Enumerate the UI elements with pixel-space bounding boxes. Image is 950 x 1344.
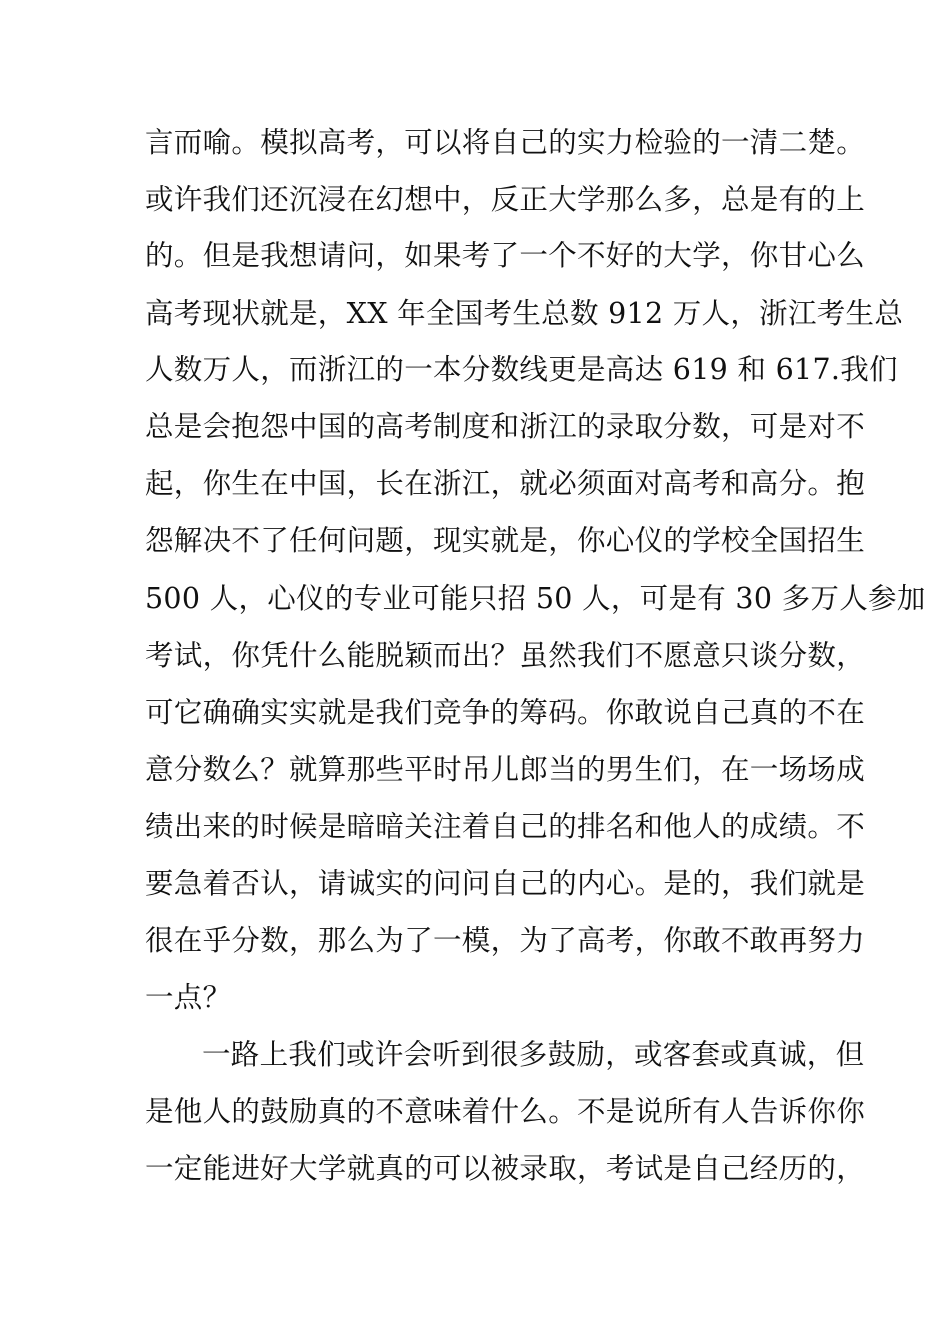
text-line: 考试，你凭什么能脱颖而出？虽然我们不愿意只谈分数， (145, 639, 866, 672)
text-line: 怨解决不了任何问题，现实就是，你心仪的学校全国招生 (145, 524, 866, 557)
text-line: 意分数么？就算那些平时吊儿郎当的男生们，在一场场成 (145, 753, 866, 786)
text-line: 绩出来的时候是暗暗关注着自己的排名和他人的成绩。不 (145, 810, 866, 843)
text-line: 要急着否认，请诚实的问问自己的内心。是的，我们就是 (145, 867, 866, 900)
text-line: 是他人的鼓励真的不意味着什么。不是说所有人告诉你你 (145, 1095, 866, 1128)
text-line: 的。但是我想请问，如果考了一个不好的大学，你甘心么 (145, 239, 866, 272)
text-line: 很在乎分数，那么为了一模，为了高考，你敢不敢再努力 (145, 924, 866, 957)
text-line: 起，你生在中国，长在浙江，就必须面对高考和高分。抱 (145, 467, 866, 500)
text-line: 总是会抱怨中国的高考制度和浙江的录取分数，可是对不 (145, 410, 866, 443)
text-line: 高考现状就是，XX 年全国考生总数 912 万人，浙江考生总 (145, 297, 904, 330)
text-line: 或许我们还沉浸在幻想中，反正大学那么多，总是有的上 (145, 183, 866, 216)
text-line: 一定能进好大学就真的可以被录取，考试是自己经历的， (145, 1152, 866, 1185)
text-line: 一点？ (145, 981, 232, 1014)
text-line: 可它确确实实就是我们竞争的筹码。你敢说自己真的不在 (145, 696, 866, 729)
text-line: 500 人，心仪的专业可能只招 50 人，可是有 30 多万人参加 (145, 582, 926, 615)
text-line: 言而喻。模拟高考，可以将自己的实力检验的一清二楚。 (145, 126, 866, 159)
paragraph-first-line: 一路上我们或许会听到很多鼓励，或客套或真诚，但 (202, 1038, 865, 1071)
text-line: 人数万人，而浙江的一本分数线更是高达 619 和 617.我们 (145, 353, 898, 386)
